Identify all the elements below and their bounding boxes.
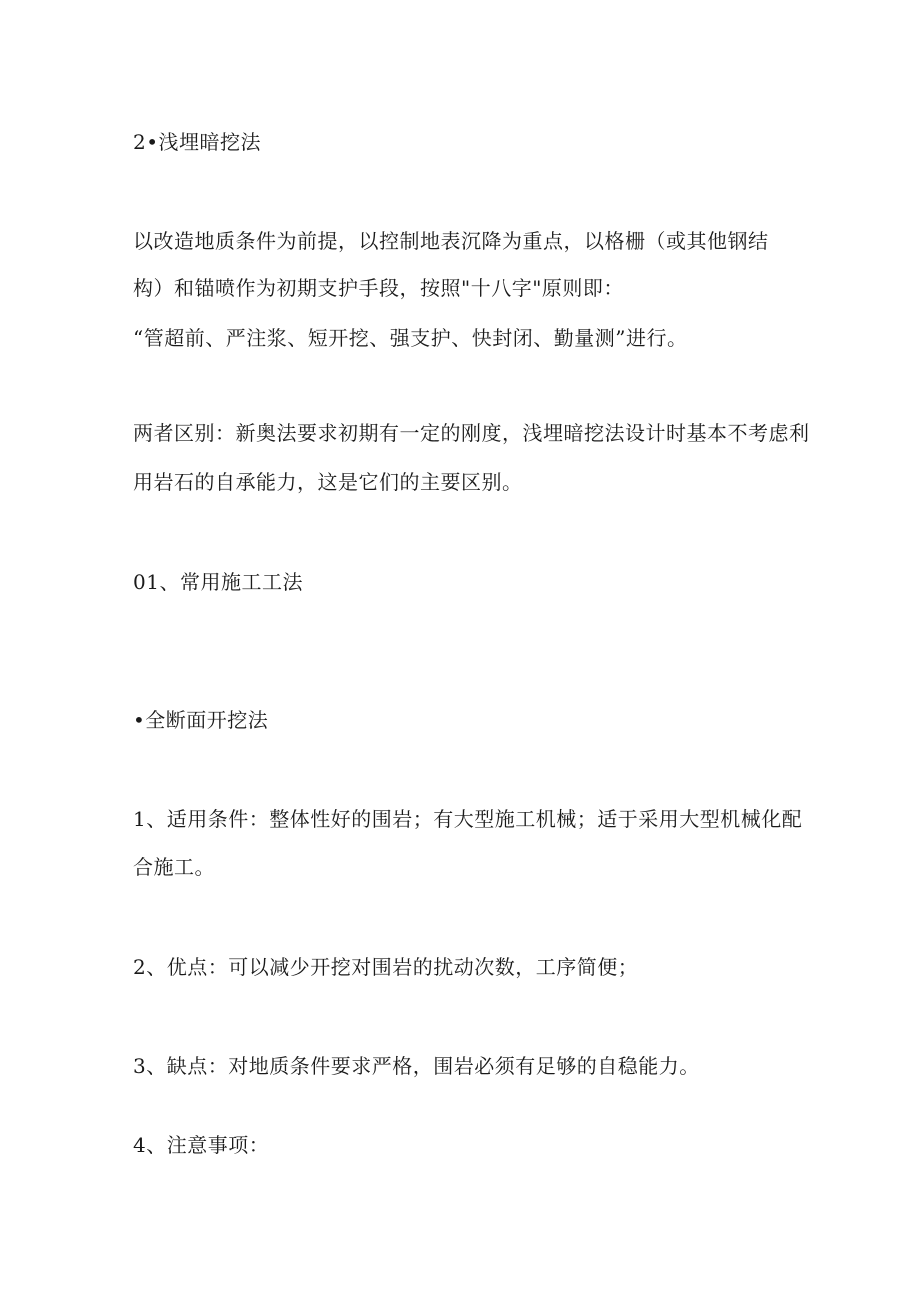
section-heading-common-methods: 01、常用施工工法 [133, 570, 303, 594]
item-3-disadvantages: 3、缺点：对地质条件要求严格，围岩必须有足够的自稳能力。 [133, 1054, 700, 1078]
shallow-method-description-line-2: 构）和锚喷作为初期支护手段，按照"十八字"原则即： [133, 276, 624, 300]
difference-paragraph-line-1: 两者区别：新奥法要求初期有一定的刚度，浅埋暗挖法设计时基本不考虑利 [133, 421, 810, 445]
difference-paragraph-line-2: 用岩石的自承能力，这是它们的主要区别。 [133, 470, 523, 494]
shallow-method-description-line-3: “管超前、严注浆、短开挖、强支护、快封闭、勤量测”进行。 [133, 326, 688, 350]
item-4-notes: 4、注意事项： [133, 1133, 270, 1157]
item-2-advantages: 2、优点：可以减少开挖对围岩的扰动次数，工序简便； [133, 955, 639, 979]
shallow-method-description-line-1: 以改造地质条件为前提，以控制地表沉降为重点，以格栅（或其他钢结 [133, 229, 769, 253]
full-face-excavation-title: •全断面开挖法 [133, 708, 269, 732]
heading-shallow-tunnel-method: 2•浅埋暗挖法 [133, 130, 262, 154]
item-1-line-2: 合施工。 [133, 855, 215, 879]
item-1-line-1: 1、适用条件：整体性好的围岩；有大型施工机械；适于采用大型机械化配 [133, 807, 803, 831]
